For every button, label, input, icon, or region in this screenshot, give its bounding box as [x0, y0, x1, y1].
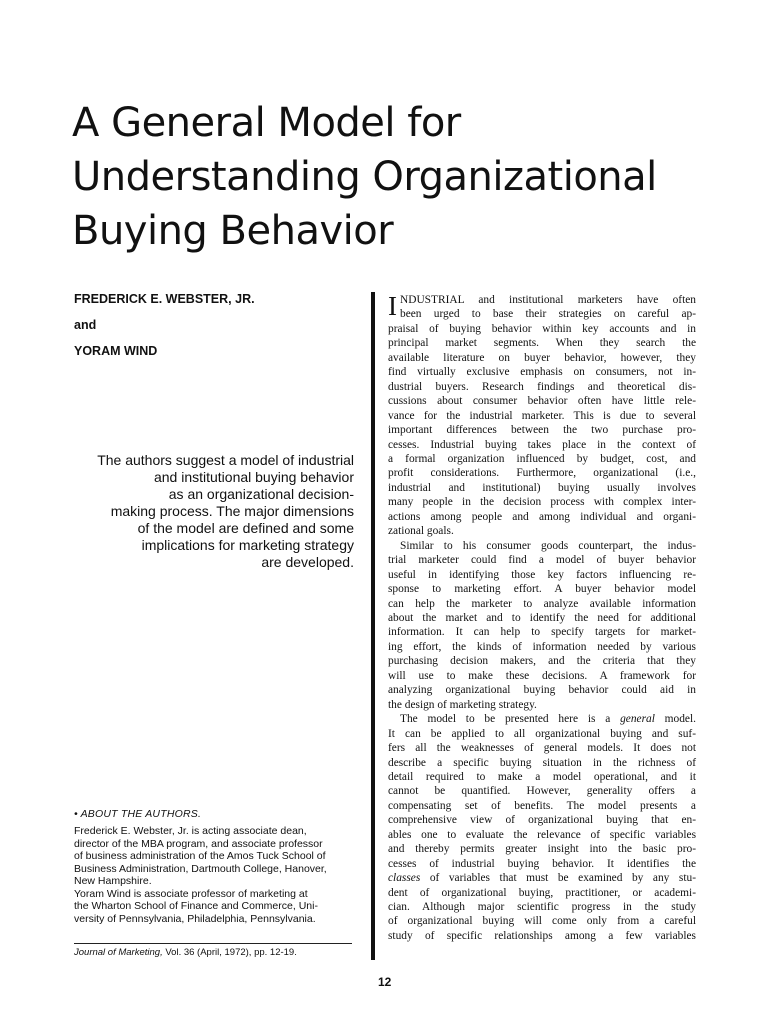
article-title	[72, 96, 712, 258]
body-line-text: model.	[654, 713, 696, 726]
body-line: many people in the decision process with complex inter-	[388, 496, 696, 509]
body-line: cian. Although major scientific progress in the study	[388, 901, 696, 914]
body-line: available literature on buyer behavior, however, they	[388, 351, 696, 364]
body-line: been urged to base their strategies on careful ap-	[400, 308, 696, 321]
body-line: useful in identifying those key factors influencing re-	[388, 568, 696, 581]
journal-details: Vol. 36 (April, 1972), pp. 12-19.	[162, 947, 297, 958]
body-line: actions among people and among individual and organi-	[388, 510, 696, 523]
body-line: cesses of industrial buying behavior. It identifies the	[388, 857, 696, 870]
body-line-text: The model to be presented here is a	[400, 713, 621, 726]
abstract-line: implications for marketing strategy	[141, 537, 354, 553]
body-line: ables one to evaluate the relevance of specific variables	[388, 828, 696, 841]
column-divider	[371, 292, 375, 960]
body-line: can help the marketer to analyze available information	[388, 597, 696, 610]
abstract-line: The authors suggest a model of industrial	[97, 452, 354, 468]
body-line: important differences between the two purchase pro-	[388, 424, 696, 437]
body-line	[388, 871, 696, 885]
journal-citation	[74, 947, 297, 958]
body-line: cesses. Industrial buying takes place in the context of	[388, 438, 696, 451]
journal-name: Journal of Marketing,	[74, 947, 163, 958]
abstract-line: making process. The major dimensions	[110, 503, 354, 519]
about-line: Yoram Wind is associate professor of marketing at	[74, 887, 308, 900]
body-line: praisal of buying behavior within key accounts and in	[388, 322, 696, 335]
body-line: dent of organizational buying, practitioner, or academi-	[388, 886, 696, 899]
about-line: Frederick E. Webster, Jr. is acting associate dean,	[74, 825, 307, 837]
author-block	[74, 292, 255, 370]
body-line: will use to make these decisions. A framework for	[388, 669, 696, 682]
about-authors	[74, 808, 364, 925]
author-name: YORAM WIND	[74, 344, 158, 358]
author-conjunction: and	[74, 318, 97, 332]
body-line: trial marketer could find a model of buyer behavior	[388, 554, 696, 567]
about-line: the Wharton School of Finance and Commerce, Uni-	[74, 900, 318, 912]
emphasis-classes: classes	[388, 872, 421, 885]
about-line: director of the MBA program, and associate professor	[74, 837, 323, 850]
abstract	[76, 452, 354, 571]
body-line: and thereby permits greater insight into the basic pro-	[388, 843, 696, 856]
drop-cap: I	[388, 291, 397, 321]
body-line: a formal organization influenced by budget, cost, and	[388, 452, 696, 465]
body-line: zational goals.	[388, 525, 454, 538]
body-line: cannot be quantified. However, generality offers a	[388, 785, 696, 798]
body-line: ing effort, the kinds of information needed by various	[388, 640, 696, 653]
abstract-line: as an organizational decision-	[168, 486, 354, 502]
body-line: sponse to marketing effort. A buyer behavior model	[388, 583, 696, 596]
body-line: cussions about consumer behavior often have little rele-	[388, 395, 696, 408]
title-line: Buying Behavior	[72, 208, 394, 254]
body-line: profit considerations. Furthermore, organizational (i.e.,	[388, 467, 696, 480]
body-line: describe a specific buying situation in the richness of	[388, 756, 696, 769]
body-line: study of specific relationships among a few variables	[388, 929, 696, 942]
about-line: New Hampshire.	[74, 875, 152, 887]
body-line: NDUSTRIAL and institutional marketers have often	[400, 294, 696, 306]
body-line: principal market segments. When they search the	[388, 337, 696, 350]
body-line: comprehensive view of organizational buying that en-	[388, 814, 696, 827]
body-line	[388, 712, 696, 726]
body-line: detail required to make a model operational, and it	[388, 770, 696, 783]
abstract-line: of the model are defined and some	[137, 520, 354, 536]
body-line: the design of marketing strategy.	[388, 698, 537, 711]
body-column	[388, 293, 696, 943]
body-line: fers all the weaknesses of general models. It does not	[388, 742, 696, 755]
body-line: purchasing decision makers, and the criteria that they	[388, 655, 696, 668]
title-line: Understanding Organizational	[72, 154, 657, 200]
body-line: of organizational buying will come only from a careful	[388, 915, 696, 928]
body-line: compensating set of benefits. The model presents a	[388, 799, 696, 812]
about-authors-text	[74, 825, 364, 925]
about-authors-heading: • ABOUT THE AUTHORS.	[74, 808, 202, 820]
body-line: It can be applied to all organizational buying and suf-	[388, 727, 696, 740]
about-line: versity of Pennsylvania, Philadelphia, Pennsylvania.	[74, 912, 316, 925]
body-line: find virtually exclusive emphasis on consumers, not in-	[388, 366, 696, 379]
body-line: industrial and institutional) buying usually involves	[388, 481, 696, 494]
emphasis-general: general	[620, 713, 655, 726]
body-line: Similar to his consumer goods counterpart, the indus-	[400, 539, 696, 552]
about-line: Business Administration, Dartmouth College, Hanover,	[74, 862, 327, 875]
body-line: vance for the industrial marketer. This is due to several	[388, 409, 696, 422]
journal-divider	[74, 943, 352, 944]
author-name: FREDERICK E. WEBSTER, JR.	[74, 292, 255, 306]
body-line: information. It can help to specify targets for market-	[388, 626, 696, 639]
page-number: 12	[378, 975, 392, 989]
about-line: of business administration of the Amos Tuck School of	[74, 850, 326, 862]
abstract-line: are developed.	[261, 554, 354, 570]
body-line: about the market and to identify the need for additional	[388, 611, 696, 624]
title-line: A General Model for	[72, 100, 461, 146]
abstract-line: and institutional buying behavior	[153, 469, 354, 485]
body-line: analyzing organizational buying behavior could aid in	[388, 684, 696, 697]
body-line: dustrial buyers. Research findings and theoretical dis-	[388, 380, 696, 393]
body-line-text: of variables that must be examined by any stu-	[420, 872, 696, 885]
